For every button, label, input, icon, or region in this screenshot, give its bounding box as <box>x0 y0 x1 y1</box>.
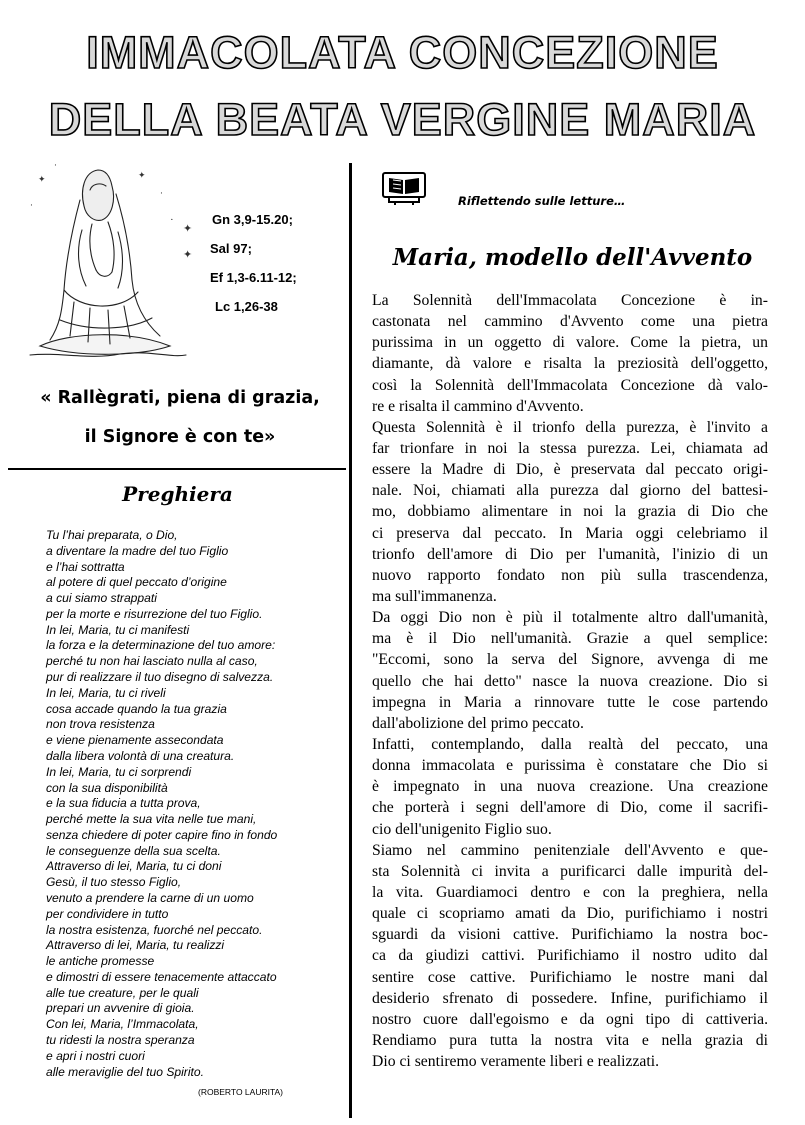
reflection-line: Questa Solennità è il trionfo della purezza, è l'invito a <box>372 418 768 436</box>
reflection-line: ci preserva dal peccato. In Maria oggi celebriamo il <box>372 524 768 542</box>
prayer-line: In lei, Maria, tu ci sorprendi <box>46 764 192 779</box>
scripture-references <box>210 212 297 328</box>
prayer-line: e la sua fiducia a tutta prova, <box>46 796 201 811</box>
prayer-line: pur di realizzare il tuo disegno di salvezza. <box>46 670 274 685</box>
prayer-line: e apri i nostri cuori <box>46 1048 145 1063</box>
reflection-line: Siamo nel cammino penitenziale dell'Avvento e que- <box>372 841 768 859</box>
prayer-line: cosa accade quando la tua grazia <box>46 701 227 716</box>
reflection-line: essere la Madre di Dio, è preservata dal peccato origi- <box>372 461 768 479</box>
reflection-line: impegna in Maria a rinnovare tutte le cose partendo <box>372 693 768 711</box>
svg-text:·: · <box>54 161 57 171</box>
prayer-text <box>46 528 346 1080</box>
reflection-line: far trionfare in noi la stessa purezza. Lei, chiamata ad <box>372 439 768 457</box>
reflection-line: Dio ci sentiremo veramente liberi e realizzati. <box>372 1053 660 1071</box>
svg-text:✦: ✦ <box>138 171 146 181</box>
reference: Ef 1,3-6.11-12; <box>210 270 297 285</box>
reflection-line: sta Solennità ci invita a purificarci dalle impurità del- <box>372 862 768 880</box>
reflection-line: La Solennità dell'Immacolata Concezione è in- <box>372 292 768 309</box>
prayer-line: e l’hai sottratta <box>46 559 125 574</box>
reflection-line: Da oggi Dio non è più il totalmente altro dall'umanità, <box>372 609 768 627</box>
star-icon: ✦ <box>183 223 193 235</box>
prayer-line: prepari un avvenire di gioia. <box>46 1001 195 1016</box>
prayer-line: a diventare la madre del tuo Figlio <box>46 543 229 558</box>
reflection-line: re e risalta il cammino d'Avvento. <box>372 397 584 415</box>
madonna-illustration <box>20 160 193 365</box>
reflection-line: mo, dobbiamo alimentare in noi la grazia di Dio che <box>372 503 768 521</box>
svg-text:✦: ✦ <box>38 175 46 185</box>
reflection-line: quello che hai detto" nasce la nuova creazione. Dio si <box>372 672 768 690</box>
reflection-line: è impegnato in una nuova creazione. Una creazione <box>372 778 768 796</box>
reflection-line: nale. Noi, chiamati alla purezza dal giorno del battesi- <box>372 482 768 500</box>
title-line-1: IMMACOLATA CONCEZIONE <box>86 27 719 78</box>
book-icon <box>381 172 427 206</box>
prayer-line: In lei, Maria, tu ci manifesti <box>46 622 190 637</box>
reflection-line: che porterà i segni dell'amore di Dio, come il sacrifi- <box>372 799 768 817</box>
prayer-line: le antiche promesse <box>46 954 155 969</box>
reflection-line: ma sull'immanenza. <box>372 587 497 605</box>
prayer-line: senza chiedere di poter capire fino in fondo <box>46 827 278 842</box>
reflection-line: la vita. Guardiamoci dentro e con la preghiera, nella <box>372 883 768 901</box>
reflection-line: ca da giudizi cattivi. Purifichiamo il nostro udito dal <box>372 947 768 965</box>
prayer-line: non trova resistenza <box>46 717 155 732</box>
reflection-line: sentire cose cattive. Purifichiamo le nostre mani dal <box>372 968 768 986</box>
reflection-line: castonata nel cammino d'Avvento come una pietra <box>372 313 768 331</box>
reflection-line: così la Solennità dell'Immacolata Concezione dà valo- <box>372 376 768 394</box>
reflection-line: cio dell'unigenito Figlio suo. <box>372 820 552 838</box>
prayer-line: a cui siamo strappati <box>46 591 157 606</box>
title-line-2: DELLA BEATA VERGINE MARIA <box>48 94 757 145</box>
svg-text:·: · <box>160 189 163 199</box>
reflection-line: Infatti, contemplando, dalla realtà del peccato, una <box>372 735 768 753</box>
reflection-line: diamante, dà valore e risalta la preziosità dell'oggetto, <box>372 355 768 373</box>
prayer-line: e viene pienamente assecondata <box>46 733 224 748</box>
prayer-line: alle meraviglie del tuo Spirito. <box>46 1064 204 1079</box>
star-icon: · <box>170 214 174 226</box>
reflection-kicker: Riflettendo sulle letture… <box>458 194 626 208</box>
reflection-line: Rendiamo pura tutta la nostra vita e nella grazia di <box>372 1031 768 1049</box>
column-divider <box>349 163 352 1118</box>
prayer-line: e dimostri di essere tenacemente attaccato <box>46 969 277 984</box>
prayer-line: le conseguenze della sua scelta. <box>46 843 221 858</box>
reflection-line: donna immacolata e purissima è constatare che Dio si <box>372 757 768 775</box>
reflection-line: ma è il Dio nell'umanità. Grazie a quel semplice: <box>372 630 768 648</box>
prayer-line: Tu l’hai preparata, o Dio, <box>46 528 178 542</box>
reflection-body <box>372 290 768 1072</box>
quote-line-2: il Signore è con te» <box>84 427 276 447</box>
reflection-line: desiderio sfrenato di possedere. Infine, purifichiamo il <box>372 989 768 1007</box>
prayer-line: venuto a prendere la carne di un uomo <box>46 890 254 905</box>
star-icon: ✦ <box>183 249 193 261</box>
reference: Sal 97; <box>210 241 252 256</box>
prayer-line: perché mette la sua vita nelle tue mani, <box>46 812 257 827</box>
prayer-line: per la morte e risurrezione del tuo Figlio. <box>46 606 263 621</box>
prayer-line: Con lei, Maria, l’Immacolata, <box>46 1017 199 1032</box>
reference: Gn 3,9-15.20; <box>212 212 293 227</box>
quote-line-1: « Rallègrati, piena di grazia, <box>40 388 320 408</box>
reflection-line: nostro cuore dall'egoismo e da ogni tipo di cattiveria. <box>372 1010 768 1028</box>
prayer-line: con la sua disponibilità <box>46 780 168 795</box>
svg-text:·: · <box>30 201 33 211</box>
reflection-line: "Eccomi, sono la serva del Signore, avvenga di me <box>372 651 768 669</box>
prayer-line: dalla libera volontà di una creatura. <box>46 748 235 763</box>
prayer-line: In lei, Maria, tu ci riveli <box>46 685 166 700</box>
prayer-author: (ROBERTO LAURITA) <box>198 1087 284 1097</box>
prayer-line: alle tue creature, per le quali <box>46 985 199 1000</box>
reflection-line: nuovo rapporto fondato non più sulla trascendenza, <box>372 566 768 584</box>
prayer-line: tu ridesti la nostra speranza <box>46 1033 195 1047</box>
reflection-line: purissima in un oggetto di valore. Come la pietra, un <box>372 334 768 352</box>
prayer-line: la forza e la determinazione del tuo amore: <box>46 638 276 653</box>
reflection-line: sguardi da visioni cattive. Purifichiamo la nostra boc- <box>372 926 768 944</box>
reflection-line: dall'abolizione del primo peccato. <box>372 714 584 732</box>
section-divider <box>8 468 346 470</box>
prayer-line: la nostra esistenza, fuorché nel peccato. <box>46 922 263 937</box>
prayer-line: perché tu non hai lasciato nulla al caso, <box>46 654 258 669</box>
prayer-line: al potere di quel peccato d’origine <box>46 575 227 590</box>
prayer-line: Attraverso di lei, Maria, tu ci doni <box>46 859 222 874</box>
prayer-line: Gesù, il tuo stesso Figlio, <box>46 875 182 890</box>
reference: Lc 1,26-38 <box>215 299 278 314</box>
reflection-title: Maria, modello dell'Avvento <box>392 244 753 271</box>
prayer-line: per condividere in tutto <box>46 906 169 921</box>
reflection-line: quale ci scopriamo amati da Dio, purifichiamo i nostri <box>372 905 768 923</box>
reflection-line: trionfo dell'amore di Dio per l'umanità, l'inizio di un <box>372 545 768 563</box>
prayer-title: Preghiera <box>122 482 233 506</box>
prayer-line: Attraverso di lei, Maria, tu realizzi <box>46 938 225 953</box>
